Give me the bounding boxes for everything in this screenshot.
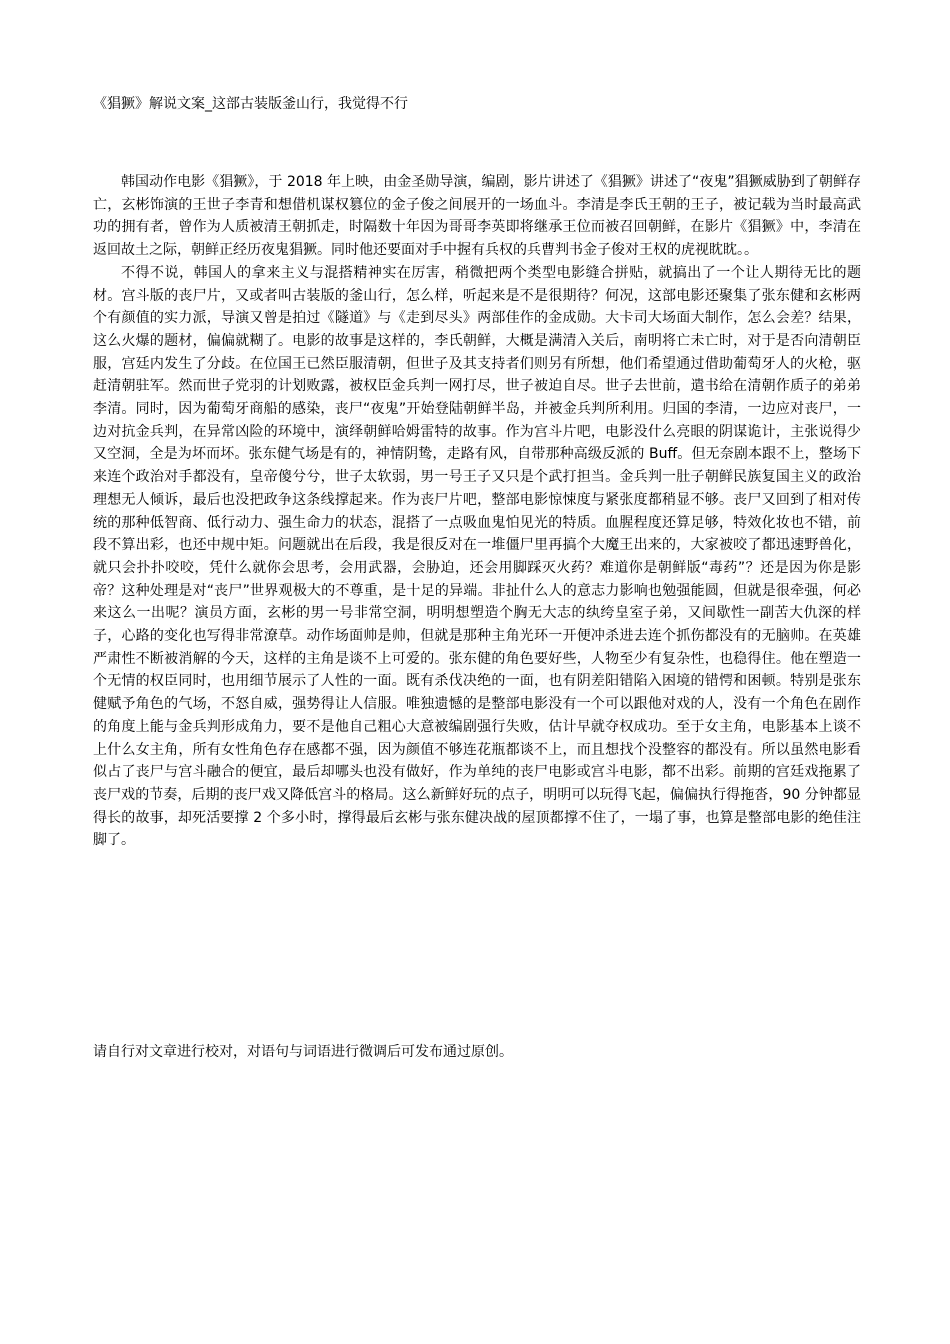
paragraph-intro: 韩国动作电影《猖獗》，于 2018 年上映，由金圣勋导演，编剧，影片讲述了《猖獗》讲述了“夜鬼”猖獗威胁到了朝鲜存亡，玄彬饰演的王世子李青和想借机谋权篡位的金子俊之间展开的一场血斗。李清是李氏王朝的王子，被记载为当时最高武功的拥有者，曾作为人质被清王朝抓走，时隔数十年因为哥哥李英即将继承王位而被召回朝鲜，在影片《猖獗》中，李清在返回故土之际，朝鲜正经历夜鬼猖獗。同时他还要面对手中握有兵权的兵曹判书金子俊对王权的虎视眈眈。。 [93, 174, 861, 259]
article-body [93, 171, 861, 852]
paragraph-review: 不得不说，韩国人的拿来主义与混搭精神实在厉害，稍微把两个类型电影缝合拼贴，就搞出了一个让人期待无比的题材。宫斗版的丧尸片，又或者叫古装版的釜山行，怎么样，听起来是不是很期待？何况，这部电影还聚集了张东健和玄彬两个有颜值的实力派，导演又曾是拍过《隧道》与《走到尽头》两部佳作的金成勋。大卡司大场面大制作，怎么会差？结果，这么火爆的题材，偏偏就糊了。电影的故事是这样的，李氏朝鲜，大概是满清入关后，南明将亡未亡时，对于是否向清朝臣服，宫廷内发生了分歧。在位国王已然臣服清朝，但世子及其支持者们则另有所想，他们希望通过借助葡萄牙人的火枪，驱赶清朝驻军。然而世子党羽的计划败露，被权臣金兵判一网打尽，世子被迫自尽。世子去世前，遣书给在清朝作质子的弟弟李清。同时，因为葡萄牙商船的感染，丧尸“夜鬼”开始登陆朝鲜半岛，并被金兵判所利用。归国的李清，一边应对丧尸，一边对抗金兵判，在异常凶险的环境中，演绎朝鲜哈姆雷特的故事。作为宫斗片吧，电影没什么亮眼的阴谋诡计，主张说得少又空洞，全是为坏而坏。张东健气场是有的，神情阴鸷，走路有风，自带那种高级反派的 Buff。但无奈剧本跟不上，整场下来连个政治对手都没有，皇帝傻兮兮，世子太软弱，男一号王子又只是个武打担当。金兵判一肚子朝鲜民族复国主义的政治理想无人倾诉，最后也没把政争这条线撑起来。作为丧尸片吧，整部电影惊悚度与紧张度都稍显不够。丧尸又回到了相对传统的那种低智商、低行动力、强生命力的状态，混搭了一点吸血鬼怕见光的特质。血腥程度还算足够，特效化妆也不错，前段不算出彩，也还中规中矩。问题就出在后段，我是很反对在一堆僵尸里再搞个大魔王出来的，大家被咬了都迅速野兽化，就只会扑扑咬咬，凭什么就你会思考，会用武器，会胁迫，还会用脚踩灭火药？难道你是朝鲜版“毒药”？还是因为你是影帝？这种处理是对“丧尸”世界观极大的不尊重，是十足的异端。非扯什么人的意志力影响也勉强能圆，但就是很牵强，何必来这么一出呢？演员方面，玄彬的男一号非常空洞，明明想塑造个胸无大志的纨绔皇室子弟，又间歇性一副苦大仇深的样子，心路的变化也写得非常潦草。动作场面帅是帅，但就是那种主角光环一开便冲杀进去连个抓伤都没有的无脑帅。在英雄严肃性不断被消解的今天，这样的主角是谈不上可爱的。张东健的角色要好些，人物至少有复杂性，也稳得住。他在塑造一个无情的权臣同时，也用细节展示了人性的一面。既有杀伐决绝的一面，也有阴差阳错陷入困境的错愕和困顿。特别是张东健赋予角色的气场，不怒自威，强势得让人信服。唯独遗憾的是整部电影没有一个可以跟他对戏的人，没有一个角色在剧作的角度上能与金兵判形成角力，要不是他自己粗心大意被编剧强行失败，估计早就夺权成功。至于女主角，电影基本上谈不上什么女主角，所有女性角色存在感都不强，因为颜值不够连花瓶都谈不上，而且想找个没整容的都没有。所以虽然电影看似占了丧尸与宫斗融合的便宜，最后却哪头也没有做好，作为单纯的丧尸电影或宫斗电影，都不出彩。前期的宫廷戏拖累了丧尸戏的节奏，后期的丧尸戏又降低宫斗的格局。这么新鲜好玩的点子，明明可以玩得飞起，偏偏执行得拖沓，90 分钟都显得长的故事，却死活要撑 2 个多小时，撑得最后玄彬与张东健决战的屋顶都撑不住了，一塌了事，也算是整部电影的绝佳注脚了。 [93, 264, 861, 849]
document-title: 《猖獗》解说文案_这部古装版釜山行，我觉得不行 [93, 96, 408, 112]
proofreading-note: 请自行对文章进行校对，对语句与词语进行微调后可发布通过原创。 [93, 1044, 513, 1060]
